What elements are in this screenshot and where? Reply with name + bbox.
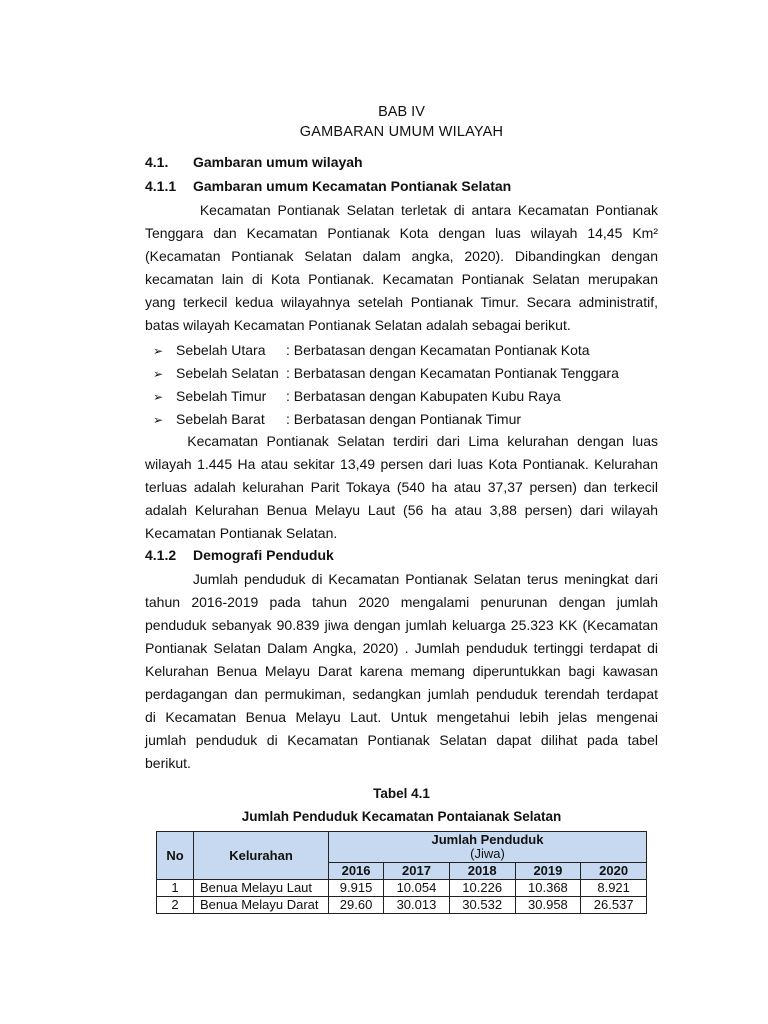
list-item	[145, 385, 658, 408]
paragraph-line: terluas adalah kelurahan Parit Tokaya (540 ha atau 37,37 persen) dan terkecil	[145, 479, 658, 495]
section-heading-4-1	[145, 154, 363, 170]
table-caption: Tabel 4.1	[373, 786, 430, 801]
year-header: 2018	[449, 863, 515, 880]
paragraph-line: di Kecamatan Benua Melayu Laut. Untuk mengetahui lebih jelas mengenai	[145, 709, 658, 725]
paragraph-line: wilayah 1.445 Ha atau sekitar 13,49 persen dari luas Kota Pontianak. Kelurahan	[145, 456, 658, 472]
paragraph-line: jumlah penduduk di Kecamatan Pontianak Selatan dapat dilihat pada tabel	[145, 732, 658, 748]
row-number: 2	[157, 897, 194, 914]
paragraph-line: tahun 2016-2019 pada tahun 2020 mengalami penurunan dengan jumlah	[145, 594, 658, 610]
section-number: 4.1.1	[145, 178, 177, 194]
border-label: Sebelah Barat	[176, 411, 265, 427]
population-value: 29.60	[329, 897, 384, 914]
population-value: 8.921	[581, 880, 647, 897]
paragraph-location	[145, 199, 658, 337]
population-table	[156, 831, 647, 914]
paragraph-line: Tenggara dan Kecamatan Pontianak Kota dengan luas wilayah 14,45 Km²	[145, 225, 658, 241]
section-heading-4-1-1	[145, 178, 511, 194]
arrow-bullet-icon: ➢	[153, 413, 164, 427]
population-value: 30.013	[384, 897, 450, 914]
paragraph-line: Kecamatan Pontianak Selatan terdiri dari Lima kelurahan dengan luas	[145, 433, 658, 449]
paragraph-line: Kelurahan Benua Melayu Darat karena memang diperuntukkan bagi kawasan	[145, 663, 658, 679]
arrow-bullet-icon: ➢	[153, 344, 164, 358]
border-text: : Berbatasan dengan Pontianak Timur	[286, 411, 522, 427]
list-item	[145, 408, 658, 431]
border-list	[145, 339, 658, 431]
section-title: Gambaran umum wilayah	[193, 154, 363, 170]
paragraph-demography	[145, 568, 658, 775]
arrow-bullet-icon: ➢	[153, 390, 164, 404]
arrow-bullet-icon: ➢	[153, 367, 164, 381]
column-header-kelurahan: Kelurahan	[194, 832, 329, 880]
section-number: 4.1.	[145, 154, 169, 170]
section-number: 4.1.2	[145, 547, 177, 563]
paragraph-line: penduduk sebanyak 90.839 jiwa dengan jumlah keluarga 25.323 KK (Kecamatan	[145, 617, 658, 633]
column-group-header	[329, 832, 647, 863]
paragraph-line: yang terkecil kedua wilayahnya setelah Pontianak Timur. Secara administratif,	[145, 294, 658, 310]
population-value: 10.368	[515, 880, 581, 897]
paragraph-line: perdagangan dan permukiman, sedangkan jumlah penduduk terendah terdapat	[145, 686, 658, 702]
list-item	[145, 362, 658, 385]
border-label: Sebelah Utara	[176, 342, 266, 358]
chapter-number: BAB IV	[378, 104, 425, 120]
border-text: : Berbatasan dengan Kecamatan Pontianak Kota	[286, 342, 590, 358]
border-text: : Berbatasan dengan Kecamatan Pontianak Tenggara	[286, 365, 619, 381]
row-kelurahan: Benua Melayu Laut	[194, 880, 329, 897]
table-row	[157, 880, 647, 897]
paragraph-line: Kecamatan Pontianak Selatan terletak di antara Kecamatan Pontianak	[145, 202, 658, 218]
paragraph-line: batas wilayah Kecamatan Pontianak Selatan adalah sebagai berikut.	[145, 317, 571, 333]
paragraph-line: kecamatan lain di Kota Pontianak. Kecamatan Pontianak Selatan merupakan	[145, 271, 658, 287]
column-header-no: No	[157, 832, 194, 880]
border-text: : Berbatasan dengan Kabupaten Kubu Raya	[286, 388, 561, 404]
paragraph-line: Kecamatan Pontianak Selatan.	[145, 525, 338, 541]
border-label: Sebelah Timur	[176, 388, 267, 404]
group-header-unit: (Jiwa)	[470, 846, 505, 861]
paragraph-line: berikut.	[145, 755, 191, 771]
population-value: 30.532	[449, 897, 515, 914]
table-row	[157, 897, 647, 914]
population-value: 30.958	[515, 897, 581, 914]
year-header: 2020	[581, 863, 647, 880]
border-label: Sebelah Selatan	[176, 365, 279, 381]
year-header: 2017	[384, 863, 450, 880]
population-value: 26.537	[581, 897, 647, 914]
paragraph-line: Pontianak Selatan Dalam Angka, 2020) . Jumlah penduduk tertinggi terdapat di	[145, 640, 658, 656]
section-title: Demografi Penduduk	[193, 547, 334, 563]
chapter-title: GAMBARAN UMUM WILAYAH	[299, 124, 504, 140]
row-number: 1	[157, 880, 194, 897]
population-value: 10.054	[384, 880, 450, 897]
paragraph-kelurahan	[145, 430, 658, 545]
paragraph-line: (Kecamatan Pontianak Selatan dalam angka, 2020). Dibandingkan dengan	[145, 248, 658, 264]
section-title: Gambaran umum Kecamatan Pontianak Selatan	[193, 178, 512, 194]
list-item	[145, 339, 658, 362]
year-header: 2019	[515, 863, 581, 880]
population-value: 10.226	[449, 880, 515, 897]
section-heading-4-1-2	[145, 547, 334, 563]
row-kelurahan: Benua Melayu Darat	[194, 897, 329, 914]
paragraph-line: adalah Kelurahan Benua Melayu Laut (56 ha atau 3,88 persen) dari wilayah	[145, 502, 658, 518]
population-value: 9.915	[329, 880, 384, 897]
paragraph-line: Jumlah penduduk di Kecamatan Pontianak Selatan terus meningkat dari	[145, 571, 658, 587]
table-title: Jumlah Penduduk Kecamatan Pontaianak Selatan	[241, 809, 562, 824]
group-header-title: Jumlah Penduduk	[431, 832, 544, 847]
year-header: 2016	[329, 863, 384, 880]
